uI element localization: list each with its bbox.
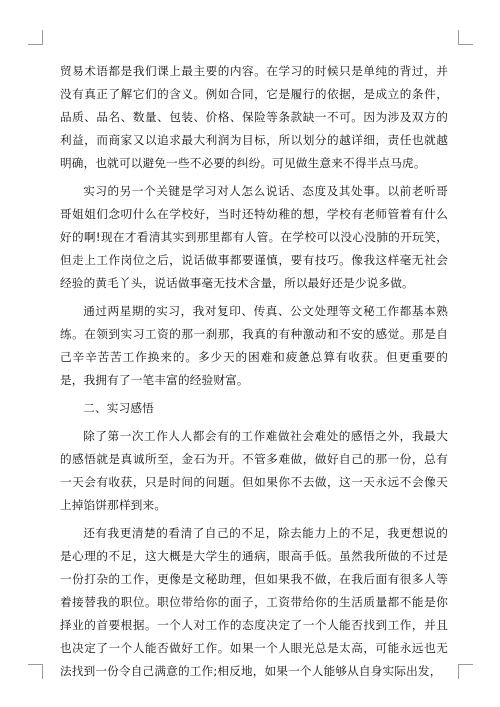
section-heading: 二、实习感悟 (83, 401, 154, 415)
paragraph-trade-terms: 贸易术语都是我们课上最主要的内容。在学习的时候只是单纯的背过，并没有真正了解它们的含义。例如合同，它是履行的依据，是成立的条件，品质、品名、数量、包装、价格、保险等条款缺一不可。因为涉及双方的利益，而商家又以追求最大利润为目标，所以划分的越详细，责任也就越明确，也就可以避免一些不必要的纠纷。可见做生意来不得半点马虎。 (60, 64, 448, 170)
document-body (60, 60, 448, 688)
crop-mark-top-left (28, 30, 43, 45)
crop-mark-bottom-left (28, 664, 43, 679)
paragraph-skills-gained: 通过两星期的实习，我对复印、传真、公文处理等文秘工作都基本熟练。在领到实习工资的那一刹那，我真的有种激动和不安的感觉。那是自己辛辛苦苦工作换来的。多少天的困难和疲惫总算有收获。但更重要的是，我拥有了一笔丰富的经验财富。 (60, 304, 448, 387)
paragraph-workplace-conduct: 实习的另一个关键是学习对人怎么说话、态度及其处事。以前老听哥哥姐姐们念叨什么在学校好，当时还特幼稚的想，学校有老师管着有什么好的啊!现在才看清其实到那里都有人管。在学校可以没心没肺的开玩笑，但走上工作岗位之后，说话做事都要谨慎，要有技巧。像我这样毫无社会经验的黄毛丫头，说话做事毫无技术含量，所以最好还是少说多做。 (60, 184, 448, 290)
paragraph-shortcomings: 还有我更清楚的看清了自己的不足，除去能力上的不足，我更想说的是心理的不足，这大概是大学生的通病，眼高手低。虽然我所做的不过是一份打杂的工作，更像是文秘助理，但如果我不做，在我后面有很多人等着接替我的职位。职位带给你的面子，工资带给你的生活质量都不能是你择业的首要根据。一个人对工作的态度决定了一个人能否找到工作，并且也决定了一个人能否做好工作。如果一个人眼光总是太高，可能永远也无法找到一份令自己满意的工作;相反地，如果一个人能够从自身实际出发， (60, 526, 448, 678)
paragraph-sincerity: 除了第一次工作人人都会有的工作难做社会难处的感悟之外，我最大的感悟就是真诚所至，金石为开。不管多难做，做好自己的那一份，总有一天会有收获，只是时间的问题。但如果你不去做，这一天永远不会像天上掉馅饼那样到来。 (60, 429, 448, 512)
crop-mark-bottom-right (458, 664, 473, 679)
crop-mark-top-right (458, 30, 473, 45)
